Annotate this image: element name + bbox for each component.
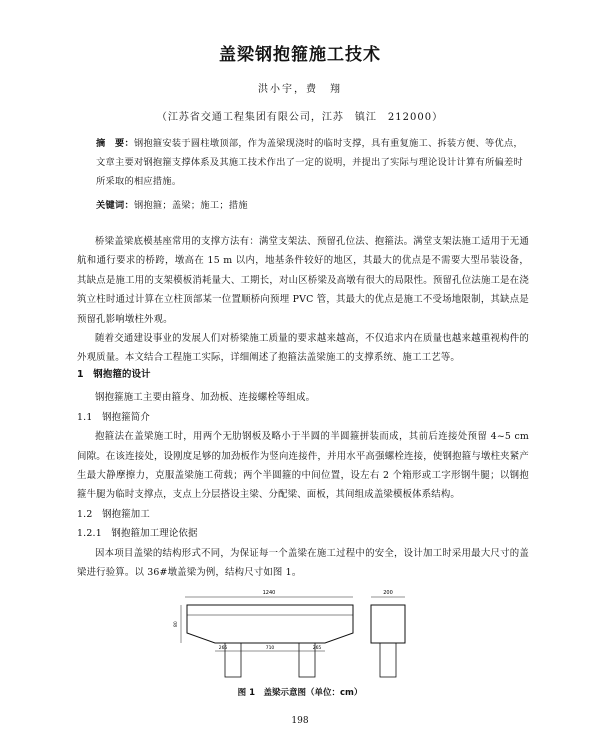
dim-label-right: 265 <box>312 646 322 651</box>
pier-column-left <box>225 643 241 677</box>
dim-label-height: 80 <box>174 621 179 627</box>
paragraph-intro-1: 桥梁盖梁底模基座常用的支撑方法有：满堂支架法、预留孔位法、抱箍法。满堂支架法施工适用于无通航和通行要求的桥跨，墩高在 15 m 以内，地基条件较好的地区，其最大的优点是不需要大型吊装设备，其缺点是施工用的支架模板消耗量大、工期长，对山区桥梁及高墩有很大的局限性。预留孔位法施工是在浇筑立柱时通过计算在立柱顶部某一位置顺桥向预埋 PVC 管，其最大的优点是施工不受场地限制，其缺点是预留孔影响墩柱外观。 <box>77 236 529 325</box>
paragraph-design-3: 因本项目盖梁的结构形式不同，为保证每一个盖梁在施工过程中的安全，设计加工时采用最大尺寸的盖梁进行验算。以 36#墩盖梁为例，结构尺寸如图 1。 <box>77 547 529 579</box>
paper-title: 盖梁钢抱箍施工技术 <box>219 45 381 65</box>
section-heading-1: 1 钢抱箍的设计 <box>77 369 151 380</box>
figure-1-diagram <box>175 585 425 685</box>
abstract <box>96 134 528 191</box>
paragraph-design-2: 抱箍法在盖梁施工时，用两个无肋钢板及略小于半圆的半圆箍拼装而成，其前后连接处预留 4~5 cm 间隙。在该连接处，设刚度足够的加劲板作为竖向连接件，并用水平高强螺栓连接，使钢抱箍与墩柱夹紧产生最大静摩擦力，克服盖梁施工荷载；两个半圆箍的中间位置，设左右 2 个箱形或工字形钢牛腿；以钢抱箍牛腿为临时支撑点，支点上分层搭设主梁、分配梁、面板，其间组成盖梁模板体系结构。 <box>77 431 529 501</box>
abstract-text: 钢抱箍安装于圆柱墩顶部，作为盖梁现浇时的临时支撑，具有重复施工、拆装方便、等优点，文章主要对钢抱箍支撑体系及其施工技术作出了一定的说明，并提出了实际与理论设计计算有所偏差时所采取的相应措施。 <box>96 138 523 187</box>
paragraph-intro-2: 随着交通建设事业的发展人们对桥梁施工质量的要求越来越高，不仅追求内在质量也越来越重视构件的外观质量。本文结合工程施工实际，详细阐述了抱箍法盖梁施工的支撑系统、施工工艺等。 <box>77 333 529 364</box>
dim-label-left: 265 <box>218 646 228 651</box>
authors: 洪小宇，费 翔 <box>258 84 342 95</box>
keywords-text: 钢抱箍；盖梁；施工；措施 <box>133 200 248 211</box>
section-heading-1-2-1: 1.2.1 钢抱箍加工理论依据 <box>77 528 198 540</box>
keywords-label: 关键词： <box>96 200 134 211</box>
dim-label-side: 200 <box>383 590 393 596</box>
dim-label-total: 1240 <box>262 590 276 596</box>
dim-label-middle: 710 <box>265 646 275 651</box>
cap-beam-elevation <box>187 605 353 643</box>
section-heading-1-2: 1.2 钢抱箍加工 <box>77 508 150 520</box>
cap-beam-side-elevation <box>371 605 405 643</box>
affiliation: （江苏省交通工程集团有限公司，江苏 镇江 212000） <box>156 112 444 123</box>
body-section-design <box>77 365 529 582</box>
keywords <box>96 197 528 211</box>
abstract-label: 摘 要： <box>96 138 134 149</box>
section-heading-1-1: 1.1 钢抱箍简介 <box>77 411 150 423</box>
figure-caption: 图 1 盖梁示意图（单位：cm） <box>237 688 363 698</box>
body-section-intro <box>77 232 529 368</box>
pier-column-side <box>380 643 396 677</box>
page-number: 198 <box>291 716 309 726</box>
paragraph-design-1: 钢抱箍施工主要由箍身、加劲板、连接螺栓等组成。 <box>95 392 316 404</box>
